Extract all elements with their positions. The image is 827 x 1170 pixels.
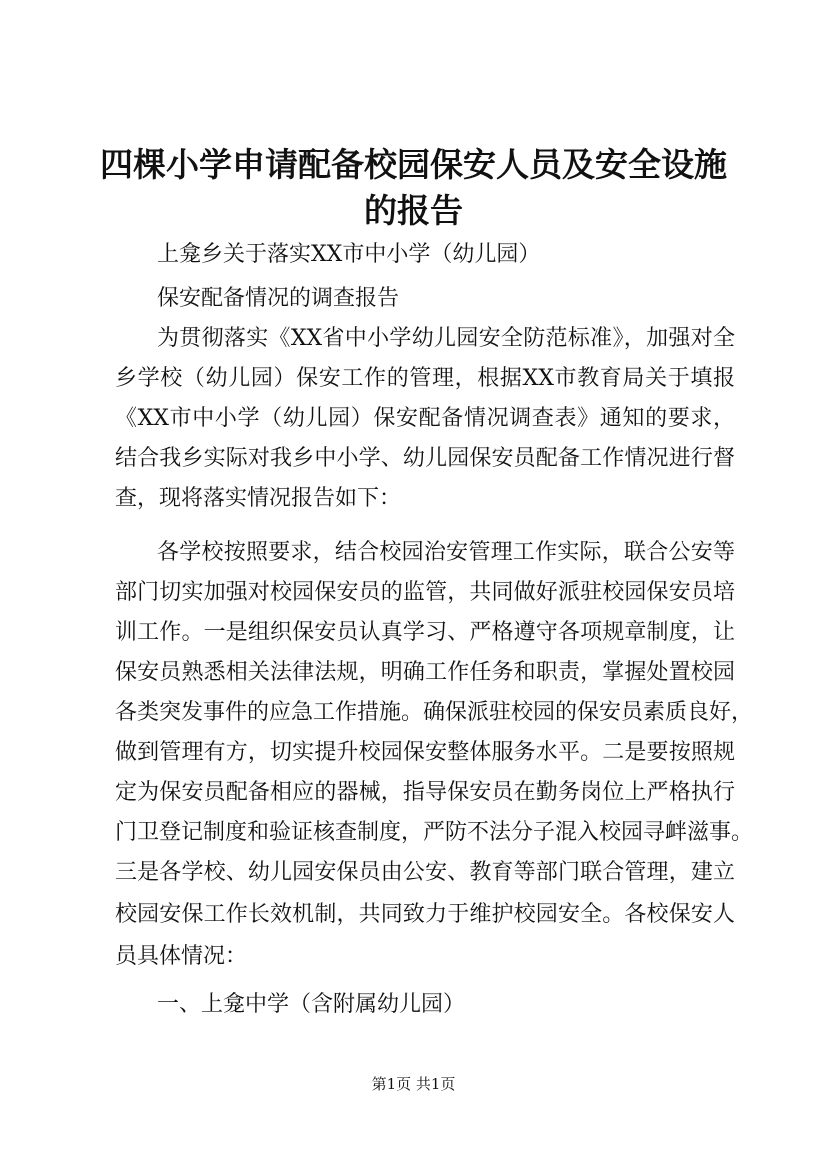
paragraph-1-line-5: 查，现将落实情况报告如下： xyxy=(115,486,402,511)
paragraph-1-line-4: 结合我乡实际对我乡中小学、幼儿园保安员配备工作情况进行督 xyxy=(115,446,735,471)
paragraph-2-line-3: 训工作。一是组织保安员认真学习、严格遵守各项规章制度，让 xyxy=(115,620,735,645)
paragraph-2-line-8: 门卫登记制度和验证核查制度，严防不法分子混入校园寻衅滋事。 xyxy=(115,820,754,845)
paragraph-1-line-1: 为贯彻落实《XX省中小学幼儿园安全防范标准》，加强对全 xyxy=(157,326,735,351)
paragraph-2-line-4: 保安员熟悉相关法律法规，明确工作任务和职责，掌握处置校园 xyxy=(115,660,735,685)
paragraph-2-line-10: 校园安保工作长效机制，共同致力于维护校园安全。各校保安人 xyxy=(115,902,735,927)
page-footer: 第1页 共1页 xyxy=(371,1075,456,1093)
section-heading: 一、上龛中学（含附属幼儿园） xyxy=(157,992,466,1017)
paragraph-2-line-11: 员具体情况： xyxy=(115,944,248,969)
paragraph-2-line-9: 三是各学校、幼儿园安保员由公安、教育等部门联合管理，建立 xyxy=(115,860,735,885)
paragraph-2-line-6: 做到管理有方，切实提升校园保安整体服务水平。二是要按照规 xyxy=(115,740,735,765)
paragraph-2-line-7: 定为保安员配备相应的器械，指导保安员在勤务岗位上严格执行 xyxy=(115,780,735,805)
paragraph-1-line-2: 乡学校（幼儿园）保安工作的管理，根据XX市教育局关于填报 xyxy=(115,366,735,391)
paragraph-2-line-2: 部门切实加强对校园保安员的监管，共同做好派驻校园保安员培 xyxy=(115,580,735,605)
paragraph-1-line-3: 《XX市中小学（幼儿园）保安配备情况调查表》通知的要求， xyxy=(115,406,735,431)
subtitle-line-1: 上龛乡关于落实XX市中小学（幼儿园） xyxy=(157,242,541,267)
document-title: 四棵小学申请配备校园保安人员及安全设施的报告 xyxy=(100,145,727,230)
subtitle-line-2: 保安配备情况的调查报告 xyxy=(157,286,400,311)
paragraph-2-line-5: 各类突发事件的应急工作措施。确保派驻校园的保安员素质良好， xyxy=(115,700,754,725)
paragraph-2-line-1: 各学校按照要求，结合校园治安管理工作实际，联合公安等 xyxy=(157,540,735,565)
